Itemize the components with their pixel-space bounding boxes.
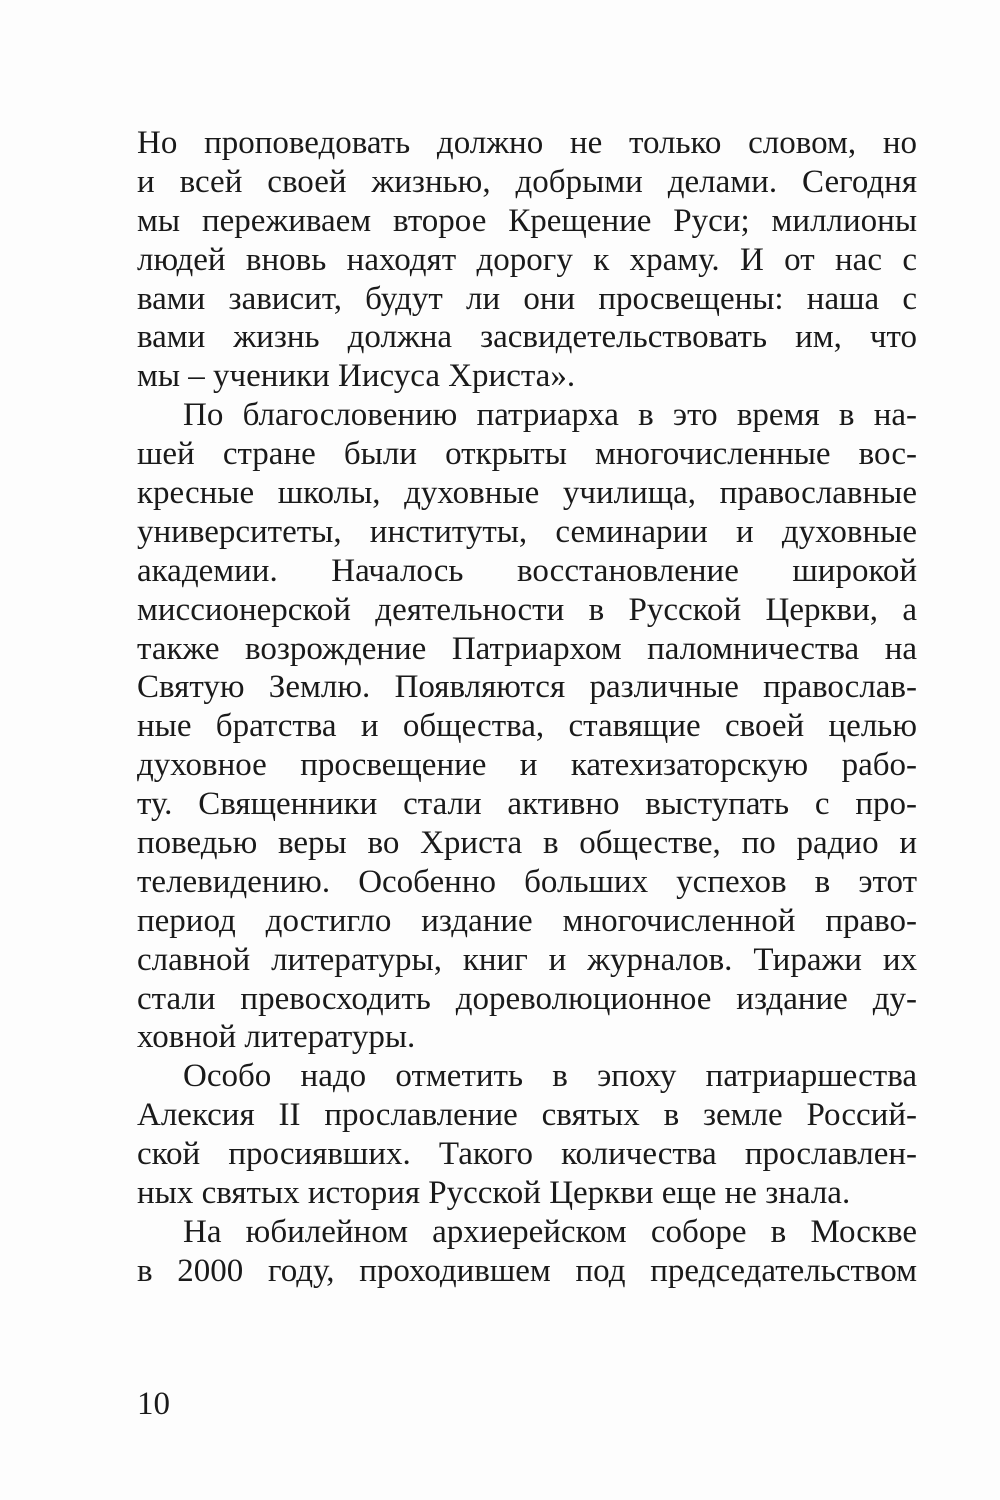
text-line: ской просиявших. Такого количества прославлен-	[137, 1136, 917, 1173]
text-line: духовное просвещение и катехизаторскую рабо-	[137, 747, 917, 784]
text-line: ховной литературы.	[137, 1019, 416, 1056]
text-line: мы переживаем второе Крещение Руси; миллионы	[137, 202, 917, 239]
text-line: стали превосходить дореволюционное издание ду-	[137, 980, 917, 1017]
text-line: Особо надо отметить в эпоху патриаршества	[183, 1058, 917, 1095]
text-line: вами зависит, будут ли они просвещены: наша с	[137, 280, 917, 317]
text-line: славной литературы, книг и журналов. Тиражи их	[137, 941, 917, 978]
text-line: мы – ученики Иисуса Христа».	[137, 358, 576, 395]
text-line: Алексия II прославление святых в земле Россий-	[137, 1097, 917, 1134]
text-line: людей вновь находят дорогу к храму. И от нас с	[137, 241, 917, 278]
text-line: Но проповедовать должно не только словом, но	[137, 125, 917, 161]
text-line: вами жизнь должна засвидетельствовать им, что	[137, 319, 917, 356]
page-body-text	[137, 124, 917, 1291]
text-line: По благословению патриарха в это время в на-	[183, 397, 917, 434]
text-line: миссионерской деятельности в Русской Церкви, а	[137, 591, 917, 628]
text-line: также возрождение Патриархом паломничества на	[137, 630, 917, 667]
text-line: поведью веры во Христа в обществе, по радио и	[137, 825, 917, 862]
text-line: академии. Началось восстановление широкой	[137, 552, 917, 589]
text-line: На юбилейном архиерейском соборе в Москве	[183, 1213, 917, 1250]
text-line: ту. Священники стали активно выступать с про-	[137, 786, 917, 823]
text-line: и всей своей жизнью, добрыми делами. Сегодня	[137, 163, 917, 200]
text-line: период достигло издание многочисленной право-	[137, 902, 917, 939]
text-line: ные братства и общества, ставящие своей целью	[137, 708, 917, 745]
text-line: телевидению. Особенно больших успехов в этот	[137, 863, 917, 900]
text-line: университеты, институты, семинарии и духовные	[137, 513, 917, 550]
text-line: Святую Землю. Появляются различные православ-	[137, 669, 917, 706]
text-line: ных святых история Русской Церкви еще не знала.	[137, 1175, 851, 1212]
text-line: кресные школы, духовные училища, православные	[137, 475, 917, 512]
text-line: в 2000 году, проходившем под председательством	[137, 1252, 917, 1289]
page-number: 10	[137, 1386, 170, 1422]
text-line: шей стране были открыты многочисленные вос-	[137, 436, 917, 473]
